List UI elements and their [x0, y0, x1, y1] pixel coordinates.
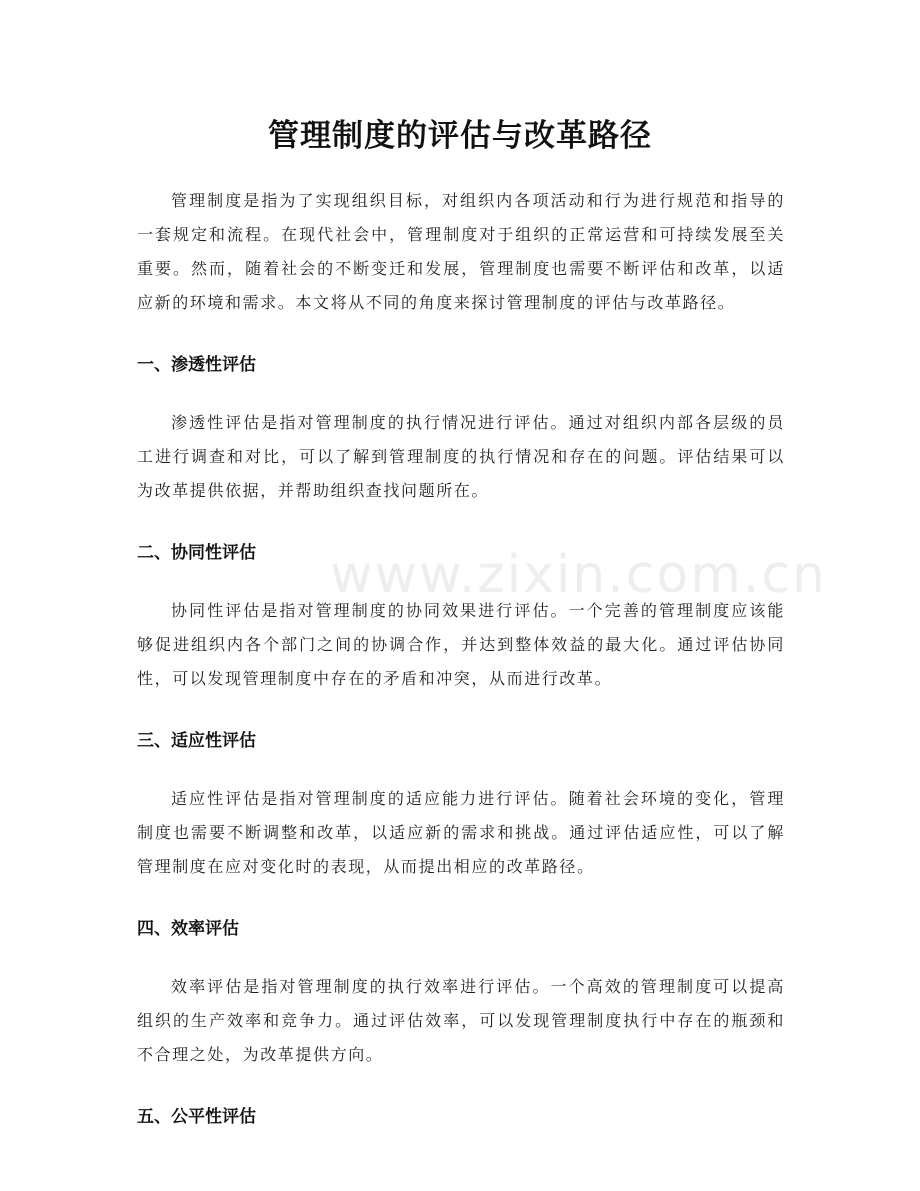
- section-heading-5: 五、公平性评估: [137, 1107, 256, 1127]
- section-paragraph-1: 渗透性评估是指对管理制度的执行情况进行评估。通过对组织内部各层级的员工进行调查和对比，可以了解到管理制度的执行情况和存在的问题。评估结果可以为改革提供依据，并帮助组织查找问题所在。: [137, 413, 785, 500]
- document-title: 管理制度的评估与改革路径: [268, 118, 652, 154]
- section-heading-3: 三、适应性评估: [137, 731, 256, 751]
- intro-paragraph: 管理制度是指为了实现组织目标，对组织内各项活动和行为进行规范和指导的一套规定和流程。在现代社会中，管理制度对于组织的正常运营和可持续发展至关重要。然而，随着社会的不断变迁和发展，管理制度也需要不断评估和改革，以适应新的环境和需求。本文将从不同的角度来探讨管理制度的评估与改革路径。: [137, 191, 785, 312]
- section-heading-2: 二、协同性评估: [137, 543, 256, 563]
- section-paragraph-2: 协同性评估是指对管理制度的协同效果进行评估。一个完善的管理制度应该能够促进组织内各个部门之间的协调合作，并达到整体效益的最大化。通过评估协同性，可以发现管理制度中存在的矛盾和冲突，从而进行改革。: [137, 601, 785, 688]
- section-paragraph-4: 效率评估是指对管理制度的执行效率进行评估。一个高效的管理制度可以提高组织的生产效率和竞争力。通过评估效率，可以发现管理制度执行中存在的瓶颈和不合理之处，为改革提供方向。: [137, 977, 785, 1064]
- section-paragraph-3: 适应性评估是指对管理制度的适应能力进行评估。随着社会环境的变化，管理制度也需要不断调整和改革，以适应新的需求和挑战。通过评估适应性，可以了解管理制度在应对变化时的表现，从而提出相应的改革路径。: [137, 789, 785, 876]
- section-heading-4: 四、效率评估: [137, 919, 239, 939]
- document-body: [137, 184, 785, 1158]
- watermark: www.zixin.com.cn: [330, 545, 827, 605]
- section-heading-1: 一、渗透性评估: [137, 355, 256, 375]
